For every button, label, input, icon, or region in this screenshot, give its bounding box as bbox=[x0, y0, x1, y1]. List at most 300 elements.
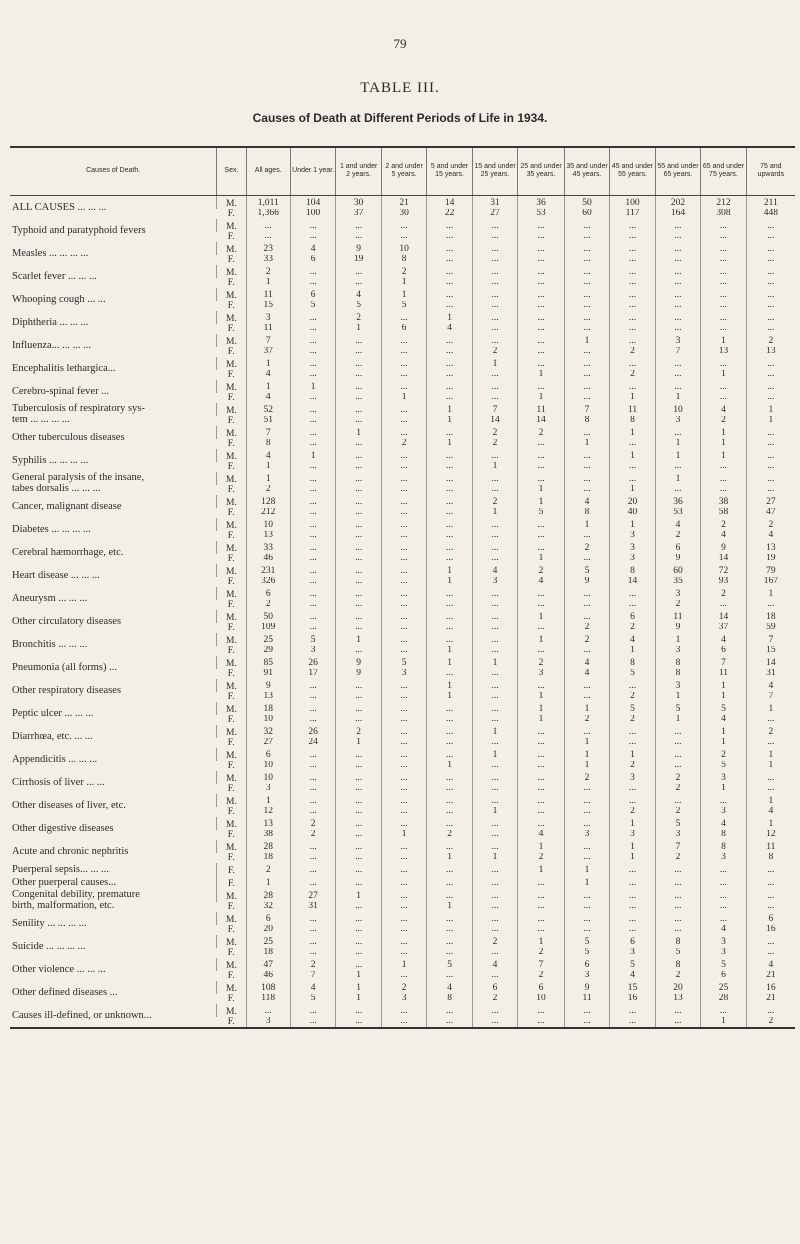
value-cell: ... bbox=[701, 288, 746, 301]
value-cell: ... bbox=[427, 610, 472, 623]
sex-cell: M. bbox=[217, 357, 246, 370]
value-cell: 8 bbox=[746, 853, 795, 863]
value-cell: 8 bbox=[655, 935, 700, 948]
cause-label: birth, malformation, etc. bbox=[12, 900, 115, 911]
value-cell: ... bbox=[472, 278, 517, 288]
value-cell: ... bbox=[472, 876, 517, 889]
value-cell: 2 bbox=[701, 416, 746, 426]
value-cell: ... bbox=[381, 725, 426, 738]
value-cell: 1,366 bbox=[246, 209, 290, 219]
sex-cell: F. bbox=[227, 645, 235, 656]
page-number: 79 bbox=[393, 36, 407, 51]
value-cell: 37 bbox=[701, 623, 746, 633]
value-cell: 1 bbox=[246, 876, 290, 889]
value-cell: ... bbox=[518, 738, 565, 748]
value-cell: ... bbox=[655, 485, 700, 495]
value-cell: 2 bbox=[610, 347, 655, 357]
cause-label: Whooping cough ... ... bbox=[12, 293, 106, 305]
value-cell: 2 bbox=[655, 531, 700, 541]
value-cell: 1 bbox=[564, 748, 609, 761]
value-cell: 13 bbox=[746, 541, 795, 554]
sex-cell: M. bbox=[217, 794, 246, 807]
value-cell: 1 bbox=[336, 889, 381, 902]
value-cell: ... bbox=[336, 564, 381, 577]
value-cell: 16 bbox=[610, 994, 655, 1004]
value-cell: 1 bbox=[336, 971, 381, 981]
value-cell: ... bbox=[655, 725, 700, 738]
header-2-5: 2 and under 5 years. bbox=[381, 147, 426, 195]
value-cell: 4 bbox=[518, 577, 565, 587]
value-cell: 5 bbox=[701, 761, 746, 771]
value-cell: ... bbox=[427, 925, 472, 935]
value-cell: 108 bbox=[246, 981, 290, 994]
value-cell: ... bbox=[701, 242, 746, 255]
value-cell: 1 bbox=[655, 449, 700, 462]
value-cell: ... bbox=[290, 702, 335, 715]
value-cell: ... bbox=[290, 416, 335, 426]
value-cell: ... bbox=[701, 472, 746, 485]
value-cell: 1 bbox=[655, 692, 700, 702]
value-cell: ... bbox=[746, 278, 795, 288]
table-row bbox=[10, 876, 795, 889]
value-cell: 1 bbox=[701, 439, 746, 449]
table-row bbox=[10, 840, 795, 853]
value-cell: 13 bbox=[246, 692, 290, 702]
value-cell: ... bbox=[564, 925, 609, 935]
sex-cell: M. bbox=[217, 958, 246, 971]
value-cell: ... bbox=[564, 426, 609, 439]
value-cell: ... bbox=[518, 531, 565, 541]
value-cell: ... bbox=[564, 301, 609, 311]
value-cell: 1 bbox=[246, 380, 290, 393]
value-cell: ... bbox=[518, 1017, 565, 1028]
value-cell: 11 bbox=[746, 840, 795, 853]
value-cell: 11 bbox=[246, 288, 290, 301]
value-cell: 1 bbox=[336, 426, 381, 439]
value-cell: ... bbox=[381, 495, 426, 508]
value-cell: 1 bbox=[472, 508, 517, 518]
value-cell: 27 bbox=[290, 889, 335, 902]
value-cell: 1 bbox=[655, 472, 700, 485]
value-cell: ... bbox=[427, 334, 472, 347]
value-cell: 8 bbox=[701, 830, 746, 840]
value-cell: ... bbox=[518, 876, 565, 889]
value-cell: ... bbox=[427, 288, 472, 301]
value-cell: ... bbox=[655, 1004, 700, 1017]
value-cell: 28 bbox=[701, 994, 746, 1004]
value-cell: ... bbox=[472, 840, 517, 853]
value-cell: 4 bbox=[701, 633, 746, 646]
value-cell: ... bbox=[701, 876, 746, 889]
sex-cell: M. bbox=[217, 518, 246, 531]
value-cell: 13 bbox=[701, 347, 746, 357]
value-cell: ... bbox=[564, 288, 609, 301]
value-cell: 1 bbox=[427, 439, 472, 449]
value-cell: 9 bbox=[701, 541, 746, 554]
value-cell: ... bbox=[472, 794, 517, 807]
value-cell: ... bbox=[746, 449, 795, 462]
value-cell: 8 bbox=[427, 994, 472, 1004]
value-cell: 1 bbox=[610, 748, 655, 761]
value-cell: ... bbox=[472, 715, 517, 725]
value-cell: ... bbox=[518, 925, 565, 935]
value-cell: 25 bbox=[246, 935, 290, 948]
sex-cell: M. bbox=[217, 541, 246, 554]
value-cell: 100 bbox=[290, 209, 335, 219]
value-cell: 1 bbox=[472, 807, 517, 817]
value-cell: ... bbox=[701, 485, 746, 495]
value-cell: ... bbox=[655, 357, 700, 370]
value-cell: 7 bbox=[746, 692, 795, 702]
header-35-45: 35 and under 45 years. bbox=[564, 147, 609, 195]
value-cell: ... bbox=[564, 357, 609, 370]
table-row bbox=[10, 610, 795, 623]
value-cell: 7 bbox=[246, 334, 290, 347]
value-cell: ... bbox=[381, 912, 426, 925]
value-cell: 14 bbox=[518, 416, 565, 426]
value-cell: ... bbox=[290, 577, 335, 587]
value-cell: 4 bbox=[701, 531, 746, 541]
value-cell: 16 bbox=[746, 981, 795, 994]
value-cell: ... bbox=[381, 853, 426, 863]
value-cell: 3 bbox=[290, 646, 335, 656]
value-cell: 2 bbox=[290, 958, 335, 971]
value-cell: ... bbox=[564, 600, 609, 610]
value-cell: ... bbox=[336, 403, 381, 416]
value-cell: ... bbox=[472, 265, 517, 278]
value-cell: 26 bbox=[290, 725, 335, 738]
sex-cell: F. bbox=[227, 1016, 235, 1027]
table-row bbox=[10, 656, 795, 669]
value-cell: ... bbox=[746, 863, 795, 876]
value-cell: ... bbox=[336, 794, 381, 807]
cause-label: Measles ... ... ... ... bbox=[12, 247, 89, 259]
value-cell: 7 bbox=[290, 971, 335, 981]
value-cell: ... bbox=[564, 794, 609, 807]
value-cell: 1 bbox=[518, 840, 565, 853]
value-cell: 2 bbox=[746, 334, 795, 347]
value-cell: 4 bbox=[746, 679, 795, 692]
sex-cell: M. bbox=[217, 679, 246, 692]
value-cell: 6 bbox=[290, 255, 335, 265]
value-cell: ... bbox=[427, 600, 472, 610]
value-cell: ... bbox=[381, 472, 426, 485]
value-cell: ... bbox=[381, 863, 426, 876]
value-cell: 1 bbox=[518, 863, 565, 876]
value-cell: ... bbox=[610, 902, 655, 912]
value-cell: ... bbox=[381, 876, 426, 889]
value-cell: ... bbox=[472, 301, 517, 311]
value-cell: ... bbox=[336, 518, 381, 531]
sex-cell: M. bbox=[217, 449, 246, 462]
value-cell: ... bbox=[427, 1004, 472, 1017]
value-cell: ... bbox=[290, 531, 335, 541]
value-cell: 7 bbox=[655, 840, 700, 853]
value-cell: ... bbox=[290, 518, 335, 531]
value-cell: ... bbox=[472, 948, 517, 958]
value-cell: 21 bbox=[746, 994, 795, 1004]
value-cell: 3 bbox=[610, 948, 655, 958]
value-cell: ... bbox=[336, 541, 381, 554]
value-cell: ... bbox=[518, 462, 565, 472]
value-cell: ... bbox=[472, 738, 517, 748]
value-cell: 18 bbox=[246, 702, 290, 715]
value-cell: ... bbox=[610, 725, 655, 738]
value-cell: 28 bbox=[246, 889, 290, 902]
value-cell: 1 bbox=[610, 393, 655, 403]
value-cell: 1 bbox=[381, 393, 426, 403]
value-cell: ... bbox=[746, 738, 795, 748]
value-cell: 1 bbox=[610, 518, 655, 531]
sex-cell: F. bbox=[227, 599, 235, 610]
value-cell: ... bbox=[701, 357, 746, 370]
value-cell: 8 bbox=[246, 439, 290, 449]
value-cell: 6 bbox=[564, 958, 609, 971]
value-cell: ... bbox=[336, 702, 381, 715]
table-row bbox=[10, 564, 795, 577]
value-cell: 52 bbox=[246, 403, 290, 416]
cause-cell bbox=[10, 876, 217, 889]
value-cell: ... bbox=[518, 449, 565, 462]
value-cell: 3 bbox=[655, 416, 700, 426]
value-cell: ... bbox=[381, 541, 426, 554]
value-cell: ... bbox=[746, 771, 795, 784]
value-cell: ... bbox=[472, 334, 517, 347]
sex-cell: M. bbox=[217, 633, 246, 646]
value-cell: ... bbox=[472, 1017, 517, 1028]
value-cell: ... bbox=[472, 702, 517, 715]
value-cell: ... bbox=[655, 265, 700, 278]
value-cell: ... bbox=[381, 357, 426, 370]
value-cell: ... bbox=[381, 679, 426, 692]
value-cell: ... bbox=[610, 738, 655, 748]
value-cell: 5 bbox=[381, 656, 426, 669]
value-cell: 6 bbox=[246, 748, 290, 761]
value-cell: ... bbox=[564, 610, 609, 623]
value-cell: 16 bbox=[746, 925, 795, 935]
value-cell: ... bbox=[336, 347, 381, 357]
value-cell: 11 bbox=[655, 610, 700, 623]
value-cell: ... bbox=[655, 380, 700, 393]
value-cell: ... bbox=[610, 242, 655, 255]
value-cell: ... bbox=[336, 439, 381, 449]
value-cell: 6 bbox=[701, 646, 746, 656]
value-cell: ... bbox=[336, 646, 381, 656]
value-cell: ... bbox=[336, 610, 381, 623]
sex-cell: F. bbox=[227, 208, 235, 219]
value-cell: ... bbox=[472, 219, 517, 232]
value-cell: ... bbox=[336, 531, 381, 541]
value-cell: ... bbox=[427, 876, 472, 889]
value-cell: ... bbox=[290, 508, 335, 518]
cause-label: Cancer, malignant disease bbox=[12, 500, 122, 512]
value-cell: 21 bbox=[746, 971, 795, 981]
value-cell: ... bbox=[564, 265, 609, 278]
sex-cell: F. bbox=[227, 970, 235, 981]
value-cell: ... bbox=[427, 948, 472, 958]
value-cell: ... bbox=[610, 1004, 655, 1017]
value-cell: ... bbox=[336, 902, 381, 912]
value-cell: 1 bbox=[427, 853, 472, 863]
table-row bbox=[10, 935, 795, 948]
value-cell: 3 bbox=[246, 784, 290, 794]
value-cell: 211 bbox=[746, 195, 795, 209]
cause-cell bbox=[10, 817, 217, 840]
value-cell: ... bbox=[381, 577, 426, 587]
value-cell: 9 bbox=[564, 981, 609, 994]
table-row bbox=[10, 265, 795, 278]
value-cell: 5 bbox=[701, 702, 746, 715]
value-cell: 32 bbox=[246, 902, 290, 912]
value-cell: ... bbox=[518, 347, 565, 357]
value-cell: ... bbox=[518, 324, 565, 334]
value-cell: 117 bbox=[610, 209, 655, 219]
value-cell: 3 bbox=[701, 948, 746, 958]
value-cell: 60 bbox=[564, 209, 609, 219]
value-cell: 1 bbox=[427, 646, 472, 656]
value-cell: 18 bbox=[246, 948, 290, 958]
value-cell: 47 bbox=[746, 508, 795, 518]
sex-cell: F. bbox=[227, 461, 235, 472]
sex-cell: M. bbox=[217, 912, 246, 925]
value-cell: ... bbox=[427, 669, 472, 679]
value-cell: 1 bbox=[427, 564, 472, 577]
value-cell: ... bbox=[290, 232, 335, 242]
value-cell: 30 bbox=[336, 195, 381, 209]
value-cell: ... bbox=[427, 912, 472, 925]
value-cell: ... bbox=[610, 357, 655, 370]
value-cell: 3 bbox=[610, 541, 655, 554]
value-cell: ... bbox=[290, 912, 335, 925]
sex-cell: M. bbox=[217, 817, 246, 830]
value-cell: 1 bbox=[610, 485, 655, 495]
value-cell: ... bbox=[290, 840, 335, 853]
cause-cell bbox=[10, 564, 217, 587]
value-cell: ... bbox=[472, 255, 517, 265]
value-cell: ... bbox=[336, 393, 381, 403]
value-cell: 5 bbox=[290, 633, 335, 646]
value-cell: ... bbox=[472, 485, 517, 495]
value-cell: 8 bbox=[564, 416, 609, 426]
value-cell: ... bbox=[655, 876, 700, 889]
value-cell: ... bbox=[610, 912, 655, 925]
value-cell: 4 bbox=[701, 715, 746, 725]
value-cell: ... bbox=[381, 948, 426, 958]
sex-cell: F. bbox=[227, 507, 235, 518]
value-cell: 4 bbox=[246, 393, 290, 403]
value-cell: ... bbox=[564, 1017, 609, 1028]
value-cell: ... bbox=[290, 623, 335, 633]
value-cell: ... bbox=[518, 278, 565, 288]
value-cell: ... bbox=[610, 219, 655, 232]
value-cell: ... bbox=[655, 925, 700, 935]
value-cell: ... bbox=[427, 587, 472, 600]
value-cell: 2 bbox=[655, 784, 700, 794]
value-cell: ... bbox=[610, 439, 655, 449]
value-cell: 26 bbox=[290, 656, 335, 669]
value-cell: ... bbox=[427, 219, 472, 232]
value-cell: ... bbox=[336, 761, 381, 771]
value-cell: 2 bbox=[610, 370, 655, 380]
value-cell: 1 bbox=[701, 692, 746, 702]
value-cell: ... bbox=[518, 902, 565, 912]
cause-label: Typhoid and paratyphoid fevers bbox=[12, 224, 146, 236]
value-cell: ... bbox=[518, 518, 565, 531]
value-cell: 3 bbox=[246, 1017, 290, 1028]
value-cell: 6 bbox=[610, 935, 655, 948]
value-cell: ... bbox=[564, 324, 609, 334]
value-cell: ... bbox=[336, 370, 381, 380]
cause-cell bbox=[10, 771, 217, 794]
value-cell: ... bbox=[518, 761, 565, 771]
value-cell: ... bbox=[381, 692, 426, 702]
value-cell: 3 bbox=[655, 830, 700, 840]
value-cell: 85 bbox=[246, 656, 290, 669]
value-cell: 1 bbox=[427, 902, 472, 912]
sex-cell: M. bbox=[217, 219, 246, 232]
sex-cell: M. bbox=[217, 242, 246, 255]
value-cell: ... bbox=[518, 646, 565, 656]
value-cell: ... bbox=[701, 1004, 746, 1017]
value-cell: ... bbox=[381, 347, 426, 357]
value-cell: 9 bbox=[246, 679, 290, 692]
value-cell: ... bbox=[746, 380, 795, 393]
value-cell: ... bbox=[381, 219, 426, 232]
value-cell: 2 bbox=[746, 1017, 795, 1028]
value-cell: ... bbox=[427, 541, 472, 554]
sex-cell: F. bbox=[227, 392, 235, 403]
value-cell: 14 bbox=[701, 610, 746, 623]
value-cell: ... bbox=[564, 817, 609, 830]
value-cell: 3 bbox=[610, 771, 655, 784]
value-cell: 1 bbox=[381, 278, 426, 288]
value-cell: 1 bbox=[701, 725, 746, 738]
value-cell: 1 bbox=[701, 784, 746, 794]
value-cell: ... bbox=[746, 948, 795, 958]
value-cell: ... bbox=[518, 784, 565, 794]
value-cell: ... bbox=[701, 393, 746, 403]
cause-cell bbox=[10, 725, 217, 748]
value-cell: ... bbox=[381, 715, 426, 725]
sex-cell: F. bbox=[227, 737, 235, 748]
value-cell: 5 bbox=[336, 301, 381, 311]
value-cell: 3 bbox=[655, 646, 700, 656]
cause-label: Other violence ... ... ... bbox=[12, 963, 106, 975]
table-row bbox=[10, 587, 795, 600]
value-cell: ... bbox=[246, 219, 290, 232]
value-cell: ... bbox=[746, 1004, 795, 1017]
value-cell: 6 bbox=[472, 981, 517, 994]
value-cell: 4 bbox=[610, 971, 655, 981]
value-cell: ... bbox=[655, 288, 700, 301]
cause-cell bbox=[10, 472, 217, 495]
value-cell: ... bbox=[655, 311, 700, 324]
cause-label: Puerperal sepsis... ... ... bbox=[12, 863, 109, 875]
value-cell: ... bbox=[427, 278, 472, 288]
value-cell: ... bbox=[564, 807, 609, 817]
header-55-65: 55 and under 65 years. bbox=[655, 147, 700, 195]
value-cell: 2 bbox=[610, 715, 655, 725]
value-cell: ... bbox=[564, 370, 609, 380]
value-cell: ... bbox=[655, 761, 700, 771]
value-cell: ... bbox=[472, 380, 517, 393]
value-cell: ... bbox=[746, 288, 795, 301]
value-cell: ... bbox=[381, 902, 426, 912]
value-cell: ... bbox=[381, 761, 426, 771]
value-cell: 10 bbox=[246, 761, 290, 771]
cause-label: tabes dorsalis ... ... ... bbox=[12, 483, 101, 494]
value-cell: ... bbox=[290, 393, 335, 403]
